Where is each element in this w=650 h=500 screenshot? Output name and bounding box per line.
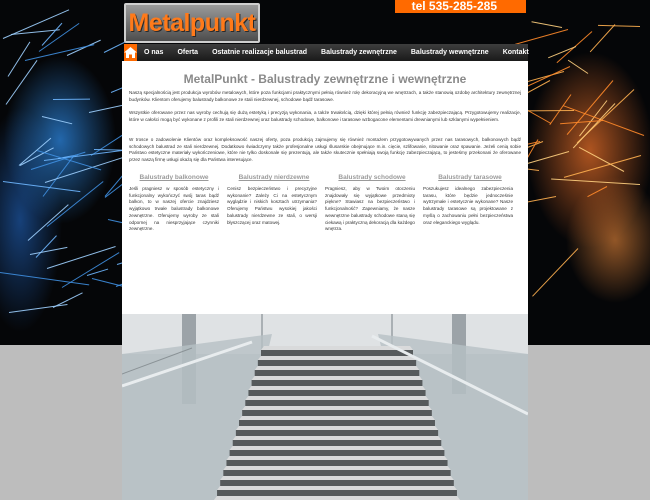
column-title-schodowe[interactable]: Balustrady schodowe (338, 174, 406, 181)
nav-item-zewnetrzne[interactable]: Balustrady zewnętrzne (321, 49, 397, 56)
stair-tread (239, 416, 435, 420)
column-title-tarasowe[interactable]: Balustrady tarasowe (438, 174, 502, 181)
stair-tread (248, 386, 425, 390)
phone-number: tel 535-285-285 (395, 0, 526, 13)
spark-streak (35, 236, 56, 258)
stair-riser (230, 450, 445, 456)
spark-streak (563, 105, 644, 136)
stair-tread (233, 436, 442, 440)
spark-streak (42, 116, 73, 124)
nav-item-kontakt[interactable]: Kontakt (502, 49, 529, 56)
spark-streak (27, 204, 68, 241)
stair-tread (226, 456, 447, 460)
spark-streak (67, 39, 101, 55)
stair-tread (236, 426, 438, 430)
stairs-photo-drawing (122, 314, 528, 500)
spark-streak (567, 81, 614, 136)
stair-riser (223, 470, 450, 476)
stair-riser (261, 350, 413, 356)
stair-riser (239, 420, 435, 426)
stair-riser (233, 440, 442, 446)
intro-paragraph-1: Naszą specjalnością jest produkcja wyrobów metalowych, które poza funkcjami praktycznymi pełnią również rolę dekoracyjną we wnętrzach, a także stanowią ozdobę architektury zewnętrznej budynków. Klientom oferujemy balustrady balkonowe ze stali nierdzewnej, schodowe bądź tarasowe. (129, 90, 521, 102)
stair-tread (230, 446, 445, 450)
spark-streak (573, 103, 615, 148)
intro-paragraph-3: W trosce o zadowolenie Klientów oraz kompleksowość naszej oferty, poza produkcją zajmujemy się również montażem przygotowywanych przez nas tarasowych, balkonowych bądź schodowych balustrad ze stali nierdzewnej. Dodatkowo świadczymy także profesjonalne usługi ślusarskie obejmujące m.in. cięcie, szlifowanie, nitowanie oraz spawanie. Jeżeli cenią sobie Państwo estetyczne materiały wykończeniowe, które nie tylko doskonale się prezentują, ale także skutecznie spełniają swoją funkcję zabezpieczającą, to jesteśmy przekonani że oferowane przez naszą firmę usługi okażą się dla Państwa interesujące. (129, 137, 521, 162)
spark-streak (569, 60, 589, 74)
spark-streak (30, 247, 67, 255)
stair-riser (245, 400, 428, 406)
main-nav (124, 44, 528, 61)
stair-riser (248, 390, 425, 396)
nav-item-realizacje[interactable]: Ostatnie realizacje balustrad (212, 49, 308, 56)
stair-tread (223, 466, 450, 470)
stair-riser (217, 490, 457, 496)
spark-streak (2, 181, 80, 192)
nav-home-button[interactable] (124, 44, 137, 61)
home-icon (124, 47, 137, 58)
stair-tread (258, 356, 416, 360)
stair-riser (226, 460, 447, 466)
spark-streak (516, 29, 569, 45)
spark-streak (587, 186, 607, 197)
column-title-balkonowe[interactable]: Balustrady balkonowe (139, 174, 209, 181)
stair-riser (236, 430, 438, 436)
content-panel (122, 61, 528, 314)
column-title-nierdzewne[interactable]: Balustrady nierdzewne (238, 174, 310, 181)
spark-streak (590, 24, 616, 52)
stair-tread (242, 406, 432, 410)
stair-riser (242, 410, 432, 416)
spark-streak (533, 248, 579, 296)
column-text-schodowe: Pragniesz, aby w Twoim otoczeniu znajdowały się wyjątkowe przedmioty piękne? Stawiasz na bezpieczeństwo i funkcjonalność? Zapewniamy, że nasze wewnętrzne balustrady schodowe staną się ciekawą i praktyczną dekoracją dla każdego wnętrza. (325, 186, 415, 232)
spark-streak (6, 60, 38, 105)
spark-streak (531, 22, 561, 29)
logo-text: Metalpunkt (128, 8, 256, 37)
stair-riser (258, 360, 416, 366)
stair-riser (220, 480, 454, 486)
nav-item-o-nas[interactable]: O nas (144, 49, 164, 56)
stair-riser (255, 370, 420, 376)
stairs-photo (122, 314, 528, 500)
spark-streak (9, 304, 67, 313)
nav-item-wewnetrzne[interactable]: Balustrady wewnętrzne (410, 49, 489, 56)
stair-tread (252, 376, 423, 380)
column-text-nierdzewne: Cenisz bezpieczeństwo i precyzyjne wykonanie? Zależy Ci na estetycznym wyglądzie i niskich kosztach utrzymania? Oferujemy Państwu wysokiej jakości balustrady nierdzewne ze stali, o wersji błyszczącej oraz matowej. (227, 186, 317, 225)
spark-streak (53, 99, 90, 100)
column-text-balkonowe: Jeśli pragniesz w sposób estetyczny i funkcjonalny wykończyć swój taras bądź balkon, to w naszej ofercie znajdziesz wyjątkowo trwałe balustrady balkonowe zewnętrzne. Oferujemy wyroby ze stali odpornej na niesprzyjające czynniki zewnętrzne. (129, 186, 219, 232)
spark-streak (551, 178, 640, 184)
intro-paragraph-2: Wszystkie oferowane przez nas wyroby cechują się dużą estetyką i precyzją wykonania, a także trwałością, dzięki której pełnią również funkcję zabezpieczającą. Przygotowujemy realizacje, które w całości mogą być wykonane z profili ze stali nierdzewnej oraz balustrady schodowe, balkonowe i tarasowe wzbogacone elementami drewnianymi lub szklanymi wypełnieniem. (129, 110, 521, 122)
nav-item-oferta[interactable]: Oferta (177, 49, 199, 56)
stair-tread (245, 396, 428, 400)
stair-riser (252, 380, 423, 386)
spark-streak (598, 25, 640, 27)
stair-tread (217, 486, 457, 490)
stair-tread (220, 476, 454, 480)
stair-tread (255, 366, 420, 370)
spark-streak (39, 23, 80, 52)
site-logo[interactable] (124, 3, 260, 43)
stair-tread (214, 496, 460, 500)
page-title: MetalPunkt - Balustrady zewnętrzne i wewnętrzne (183, 72, 467, 86)
column-text-tarasowe: Poszukujesz idealnego zabezpieczenia tarasu, które będzie jednocześnie wytrzymałe i estetycznie wykonane? Nasze balustrady tarasowe są projektowane z myślą o zachowaniu pełni bezpieczeństwa oraz eleganckiego wyglądu. (423, 186, 513, 225)
spark-streak (25, 44, 94, 61)
spark-streak (579, 147, 624, 172)
